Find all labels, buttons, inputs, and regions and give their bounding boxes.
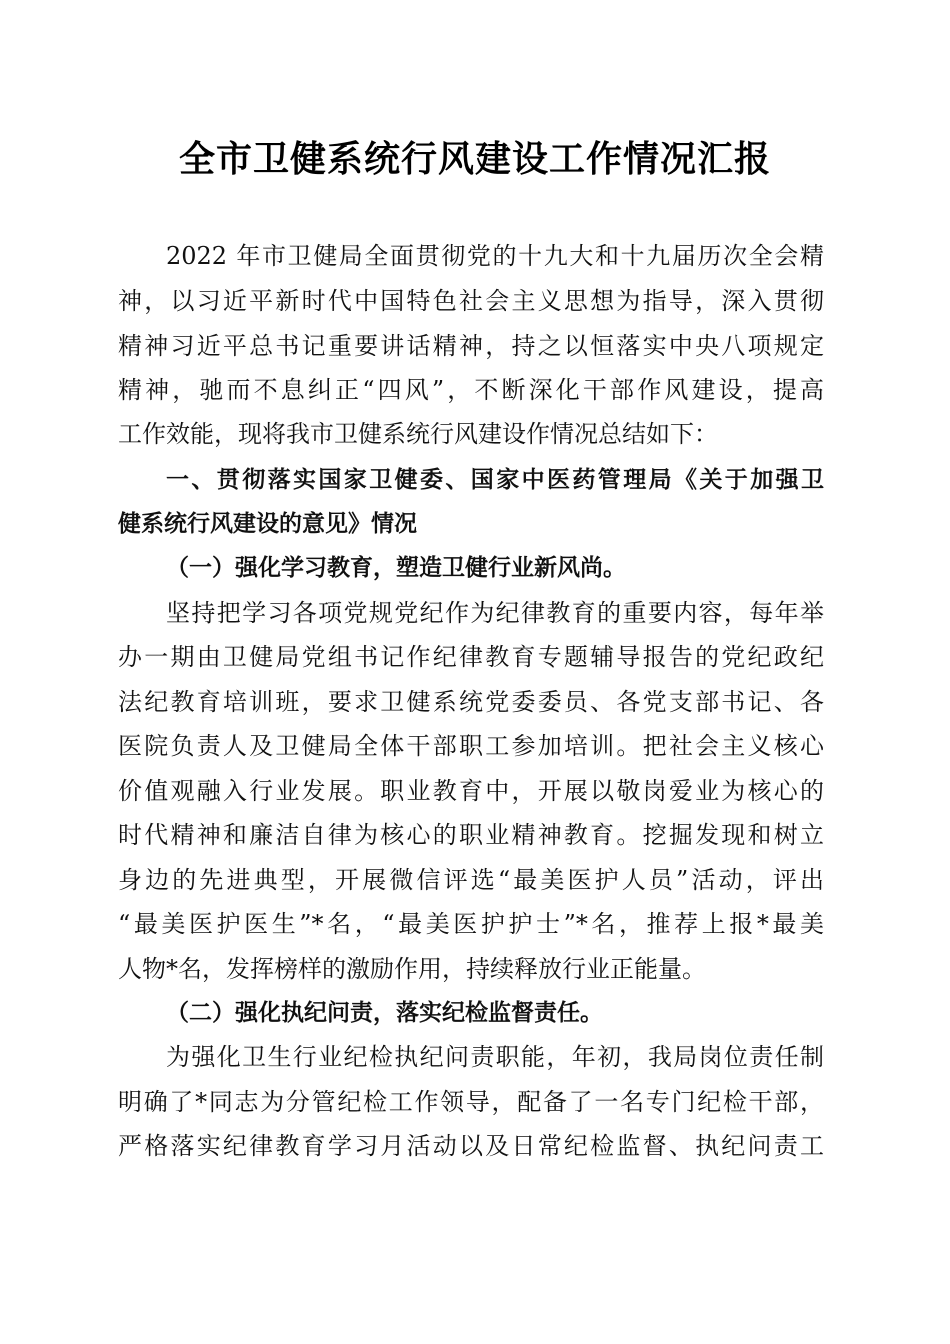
paragraph-1-line-4: 医院负责人及卫健局全体干部职工参加培训。把社会主义核心 xyxy=(118,732,824,760)
paragraph-1-line-6: 时代精神和廉洁自律为核心的职业精神教育。挖掘发现和树立 xyxy=(118,821,824,849)
paragraph-1-line-7: 身边的先进典型，开展微信评选“最美医护人员”活动，评出 xyxy=(118,866,824,894)
paragraph-1-line-1: 坚持把学习各项党规党纪作为纪律教育的重要内容，每年举 xyxy=(166,599,824,627)
paragraph-1-line-9: 人物*名，发挥榜样的激励作用，持续释放行业正能量。 xyxy=(118,955,706,983)
paragraph-2-line-2: 明确了*同志为分管纪检工作领导，配备了一名专门纪检干部， xyxy=(118,1088,824,1116)
section-heading-1-line-2: 健系统行风建设的意见》情况 xyxy=(118,511,417,537)
paragraph-2-line-1: 为强化卫生行业纪检执纪问责职能，年初，我局岗位责任制 xyxy=(166,1043,824,1071)
section-heading-1-line-1: 一、贯彻落实国家卫健委、国家中医药管理局《关于加强卫 xyxy=(166,467,824,493)
subsection-heading-1: （一）强化学习教育，塑造卫健行业新风尚。 xyxy=(166,554,626,581)
document-title: 全市卫健系统行风建设工作情况汇报 xyxy=(178,138,771,180)
paragraph-intro-line-2: 神，以习近平新时代中国特色社会主义思想为指导，深入贯彻 xyxy=(118,287,824,315)
paragraph-intro-line-4: 精神，驰而不息纠正“四风”，不断深化干部作风建设，提高 xyxy=(118,376,824,404)
paragraph-2-line-3: 严格落实纪律教育学习月活动以及日常纪检监督、执纪问责工 xyxy=(118,1132,824,1160)
paragraph-1-line-2: 办一期由卫健局党组书记作纪律教育专题辅导报告的党纪政纪 xyxy=(118,643,824,671)
paragraph-intro-line-1: 2022 年市卫健局全面贯彻党的十九大和十九届历次全会精 xyxy=(166,242,824,270)
paragraph-1-line-8: “最美医护医生”*名，“最美医护护士”*名，推荐上报*最美 xyxy=(118,910,824,938)
paragraph-intro-line-3: 精神习近平总书记重要讲话精神，持之以恒落实中央八项规定 xyxy=(118,332,824,360)
paragraph-intro-line-5: 工作效能，现将我市卫健系统行风建设作情况总结如下： xyxy=(118,420,718,448)
paragraph-1-line-3: 法纪教育培训班，要求卫健系统党委委员、各党支部书记、各 xyxy=(118,688,824,716)
subsection-heading-2: （二）强化执纪问责，落实纪检监督责任。 xyxy=(166,999,603,1026)
paragraph-1-line-5: 价值观融入行业发展。职业教育中，开展以敬岗爱业为核心的 xyxy=(118,777,824,805)
